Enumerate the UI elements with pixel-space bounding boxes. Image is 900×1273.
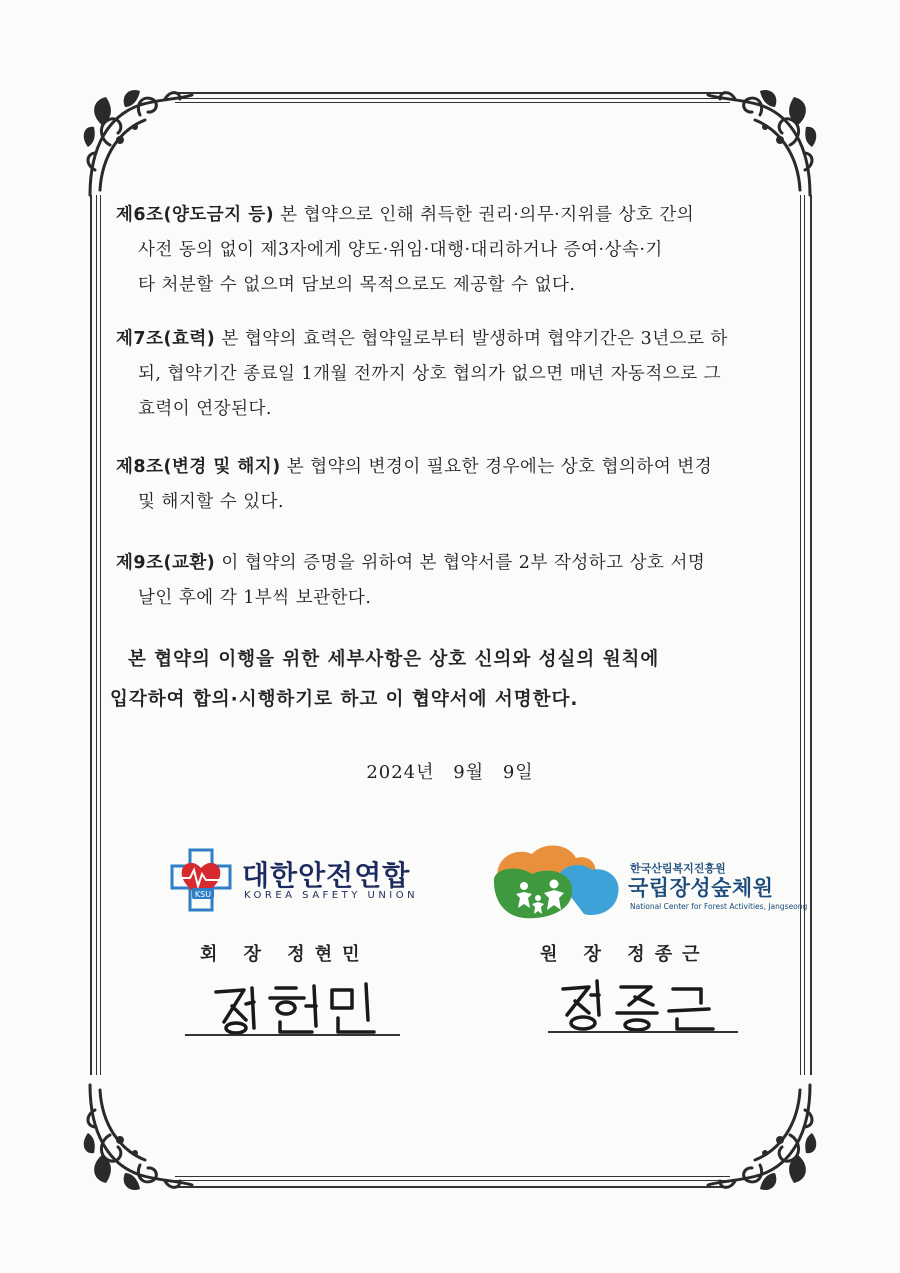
date-month: 9월 bbox=[453, 762, 485, 783]
article-8-heading: 제8조(변경 및 해지) bbox=[116, 457, 281, 477]
frame-left-inner2 bbox=[100, 195, 101, 1075]
frame-right-inner2 bbox=[800, 195, 801, 1075]
article-7-line-3: 효력이 연장된다. bbox=[138, 399, 272, 419]
agreement-date bbox=[0, 758, 900, 784]
frame-top-outer bbox=[175, 92, 730, 94]
article-8 bbox=[116, 450, 788, 520]
date-year: 2024년 bbox=[366, 762, 435, 783]
forest-org-name-en: National Center for Forest Activities, Jangseong bbox=[630, 902, 808, 911]
article-7-line-1: 제7조(효력) 본 협약의 효력은 협약일로부터 발생하며 협약기간은 3년으로 하 bbox=[116, 329, 728, 349]
ksu-emblem-icon bbox=[168, 848, 234, 912]
ornament-corner-bottom-left-icon bbox=[80, 1075, 200, 1195]
ksu-badge-text: KSU bbox=[194, 890, 212, 899]
ornament-corner-top-left-icon bbox=[80, 85, 200, 205]
frame-bottom-inner bbox=[175, 1180, 730, 1181]
ksu-logo bbox=[168, 848, 428, 912]
right-signature-line bbox=[548, 1031, 738, 1033]
frame-right-outer bbox=[810, 195, 812, 1075]
right-signer-title: 원 장 정종근 bbox=[540, 944, 710, 965]
forest-emblem-icon bbox=[488, 838, 628, 924]
frame-bottom-outer bbox=[175, 1186, 730, 1188]
closing-statement bbox=[110, 640, 800, 720]
right-signature-icon bbox=[555, 975, 735, 1035]
article-8-line-1: 제8조(변경 및 해지) 본 협약의 변경이 필요한 경우에는 상호 협의하여 변경 bbox=[116, 457, 713, 477]
frame-bottom-inner2 bbox=[175, 1176, 730, 1177]
ornament-corner-top-right-icon bbox=[700, 85, 820, 205]
article-8-line-2: 및 해지할 수 있다. bbox=[138, 492, 285, 512]
frame-left-outer bbox=[90, 195, 92, 1075]
article-6-line-2: 사전 동의 없이 제3자에게 양도·위임·대행·대리하거나 증여·상속·기 bbox=[138, 240, 663, 260]
date-day: 9일 bbox=[502, 762, 534, 783]
closing-line-1: 본 협약의 이행을 위한 세부사항은 상호 신의와 성실의 원칙에 bbox=[128, 649, 660, 670]
article-6 bbox=[116, 198, 788, 303]
ksu-org-name: 대한안전연합 bbox=[242, 859, 411, 892]
ornament-corner-bottom-right-icon bbox=[700, 1075, 820, 1195]
left-signer-title: 회 장 정현민 bbox=[200, 944, 370, 965]
frame-left-inner bbox=[96, 195, 97, 1075]
frame-right-inner bbox=[804, 195, 805, 1075]
article-7 bbox=[116, 322, 788, 427]
article-6-line-3: 타 처분할 수 없으며 담보의 목적으로도 제공할 수 없다. bbox=[138, 275, 576, 295]
forest-center-logo bbox=[488, 838, 808, 924]
article-9-heading: 제9조(교환) bbox=[116, 553, 216, 573]
frame-top-inner2 bbox=[175, 102, 730, 103]
article-7-heading: 제7조(효력) bbox=[116, 329, 216, 349]
ksu-org-name-en: KOREA SAFETY UNION bbox=[244, 890, 419, 901]
article-9 bbox=[116, 546, 788, 616]
closing-line-2: 입각하여 합의·시행하기로 하고 이 협약서에 서명한다. bbox=[110, 689, 579, 710]
article-6-heading: 제6조(양도금지 등) bbox=[116, 205, 275, 225]
forest-org-name: 국립장성숲체원 bbox=[628, 876, 774, 900]
article-9-line-1: 제9조(교환) 이 협약의 증명을 위하여 본 협약서를 2부 작성하고 상호 서명 bbox=[116, 553, 706, 573]
article-7-line-2: 되, 협약기간 종료일 1개월 전까지 상호 협의가 없으면 매년 자동적으로 그 bbox=[138, 364, 722, 384]
article-6-line-1: 제6조(양도금지 등) 본 협약으로 인해 취득한 권리·의무·지위를 상호 간의 bbox=[116, 205, 695, 225]
left-signature-line bbox=[185, 1034, 400, 1036]
article-9-line-2: 날인 후에 각 1부씩 보관한다. bbox=[138, 588, 372, 608]
left-signature-icon bbox=[210, 978, 410, 1038]
frame-top-inner bbox=[175, 98, 730, 99]
forest-parent-org: 한국산림복지진흥원 bbox=[630, 862, 726, 875]
